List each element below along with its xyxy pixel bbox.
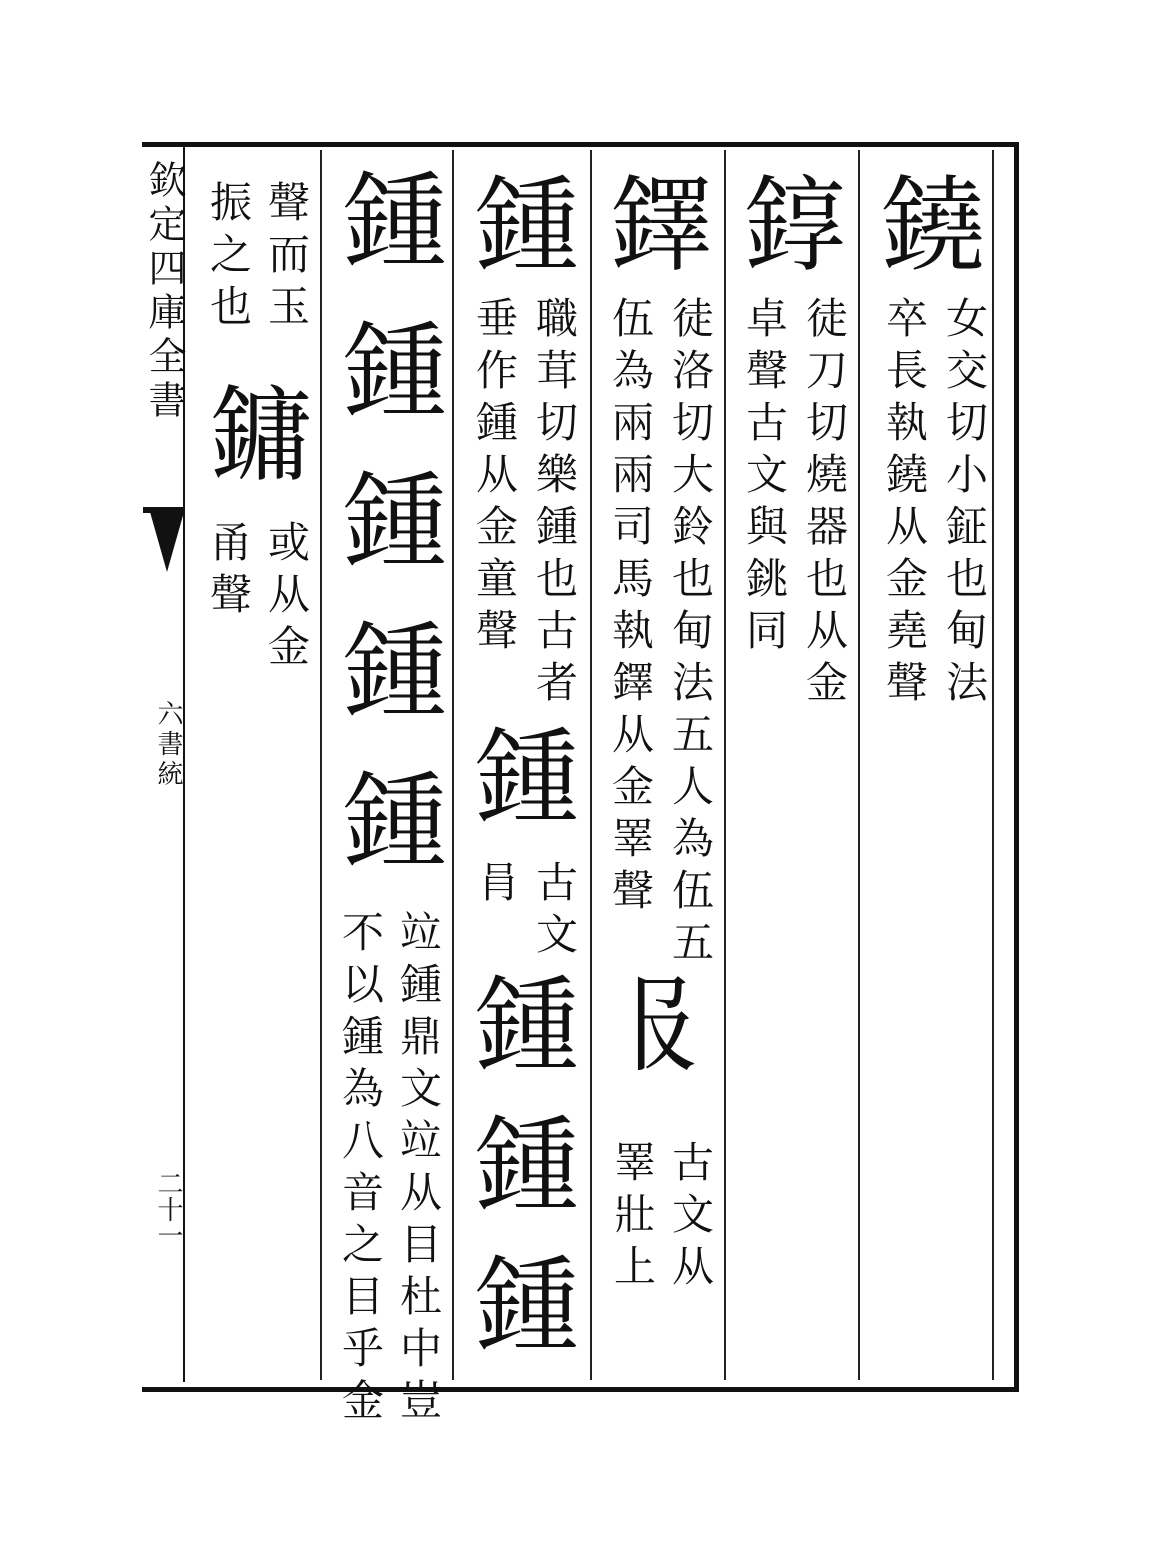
text-column-4c (457, 970, 579, 1074)
head-character: 鍾 (457, 1110, 579, 1214)
head-character: 鍾 (457, 170, 579, 274)
text-column-4 (457, 170, 579, 274)
text-column-3b (595, 970, 717, 1074)
head-character: 錞 (725, 170, 847, 274)
annotation: 徒洛切大鈴也甸法五人為伍五 (666, 296, 715, 972)
head-character: 鐸 (591, 170, 713, 274)
text-column-4b (457, 722, 579, 826)
annotation: 振之也 (204, 180, 253, 336)
head-character: 鏞 (191, 380, 313, 484)
annotation: 女交切小鉦也甸法 (940, 296, 989, 712)
text-column-5c (325, 466, 447, 570)
column-rule (452, 150, 454, 1380)
head-character: 鍾 (325, 166, 447, 270)
annotation: 職茸切樂鍾也古者 (530, 296, 579, 712)
column-rule (590, 150, 592, 1380)
annotation: 伍為兩兩司馬執鐸从金睪聲 (606, 296, 655, 920)
column-rule (992, 150, 994, 1380)
annotation: 卓聲古文與銚同 (740, 296, 789, 660)
text-column-5d (325, 616, 447, 720)
annotation: 卒長執鐃从金堯聲 (880, 296, 929, 712)
folio-number: 二十一 (153, 1170, 183, 1248)
text-column-6 (191, 380, 313, 484)
annotation: 或从金 (262, 520, 311, 676)
text-column-5b (325, 316, 447, 420)
head-character: 鍾 (457, 1250, 579, 1354)
annotation: 竝鍾鼎文竝从目杜中豈 (394, 910, 443, 1430)
annotation: 垂作鍾从金童聲 (470, 296, 519, 660)
column-rule (320, 150, 322, 1380)
text-column-4d (457, 1110, 579, 1214)
annotation: 聲而玉 (262, 180, 311, 336)
annotation: 古文 (530, 860, 579, 964)
head-character: 𠬝 (595, 970, 717, 1074)
annotation: 肙 (472, 860, 521, 912)
head-character: 鍾 (325, 616, 447, 720)
text-column-3 (591, 170, 713, 274)
text-column-1 (863, 170, 985, 274)
column-rule (724, 150, 726, 1380)
text-column-5e (325, 766, 447, 870)
annotation: 徒刀切燒器也从金 (800, 296, 849, 712)
text-column-2 (725, 170, 847, 274)
margin-title: 欽定四庫全書 (142, 160, 186, 424)
head-character: 鍾 (325, 316, 447, 420)
head-character: 鍾 (457, 722, 579, 826)
head-character: 鍾 (325, 766, 447, 870)
annotation: 甬聲 (204, 520, 253, 624)
column-rule (858, 150, 860, 1380)
head-character: 鐃 (863, 170, 985, 274)
text-column-4e (457, 1250, 579, 1354)
head-character: 鍾 (325, 466, 447, 570)
annotation: 睪壯上 (608, 1140, 657, 1296)
head-character: 鍾 (457, 970, 579, 1074)
text-column-5 (325, 166, 447, 270)
annotation: 不以鍾為八音之目乎金 (336, 910, 385, 1430)
annotation: 古文从 (666, 1140, 715, 1296)
section-name: 六書統 (153, 700, 183, 790)
